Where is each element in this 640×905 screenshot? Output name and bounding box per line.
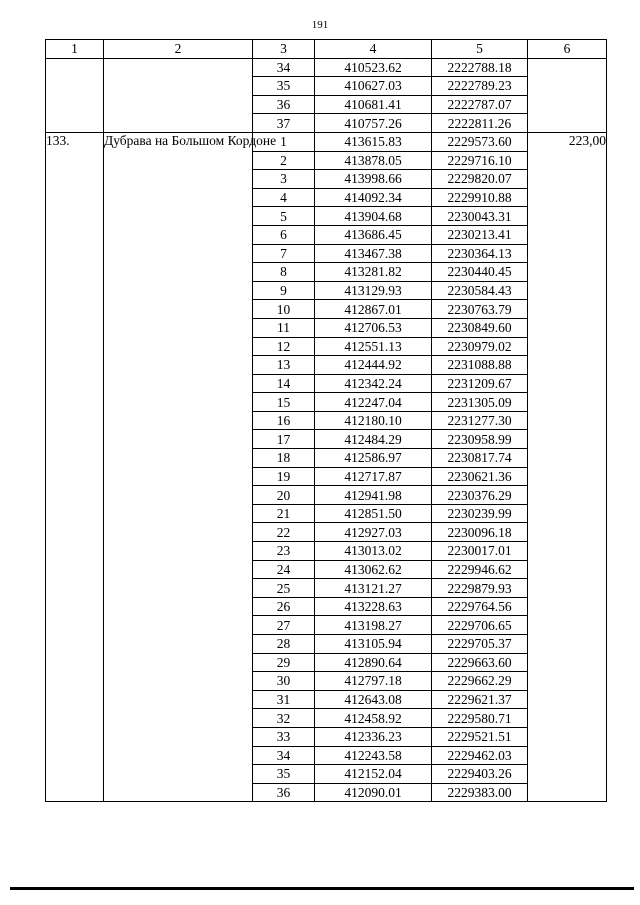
coord-x: 412797.18	[315, 672, 432, 691]
coord-x: 413062.62	[315, 560, 432, 579]
coord-y: 2229820.07	[432, 170, 528, 189]
coord-y: 2229573.60	[432, 132, 528, 151]
coord-x: 414092.34	[315, 188, 432, 207]
point-number: 17	[253, 430, 315, 449]
coord-y: 2229621.37	[432, 690, 528, 709]
point-number: 9	[253, 281, 315, 300]
point-number: 6	[253, 225, 315, 244]
point-number: 31	[253, 690, 315, 709]
coord-x: 410627.03	[315, 77, 432, 96]
coord-y: 2229580.71	[432, 709, 528, 728]
point-number: 29	[253, 653, 315, 672]
point-number: 13	[253, 356, 315, 375]
coord-y: 2230364.13	[432, 244, 528, 263]
point-number: 28	[253, 635, 315, 654]
point-number: 2	[253, 151, 315, 170]
coord-x: 412927.03	[315, 523, 432, 542]
table-row	[46, 58, 607, 77]
coord-x: 412180.10	[315, 411, 432, 430]
coord-y: 2231088.88	[432, 356, 528, 375]
coord-y: 2230817.74	[432, 449, 528, 468]
entry-area-cell	[528, 58, 607, 132]
coord-x: 413281.82	[315, 263, 432, 282]
point-number: 21	[253, 504, 315, 523]
coord-y: 2229764.56	[432, 597, 528, 616]
point-number: 24	[253, 560, 315, 579]
point-number: 12	[253, 337, 315, 356]
coord-x: 412090.01	[315, 783, 432, 802]
coord-x: 413878.05	[315, 151, 432, 170]
coord-x: 412484.29	[315, 430, 432, 449]
coord-x: 412247.04	[315, 393, 432, 412]
point-number: 25	[253, 579, 315, 598]
column-header: 1	[46, 40, 104, 59]
coord-y: 2230621.36	[432, 467, 528, 486]
point-number: 33	[253, 727, 315, 746]
coord-y: 2231305.09	[432, 393, 528, 412]
coord-x: 410523.62	[315, 58, 432, 77]
coord-x: 413121.27	[315, 579, 432, 598]
point-number: 1	[253, 132, 315, 151]
coord-y: 2230017.01	[432, 542, 528, 561]
coord-x: 413013.02	[315, 542, 432, 561]
point-number: 23	[253, 542, 315, 561]
point-number: 36	[253, 95, 315, 114]
coord-y: 2222789.23	[432, 77, 528, 96]
coord-x: 413198.27	[315, 616, 432, 635]
coord-x: 412890.64	[315, 653, 432, 672]
point-number: 5	[253, 207, 315, 226]
point-number: 34	[253, 58, 315, 77]
coord-y: 2229706.65	[432, 616, 528, 635]
point-number: 35	[253, 765, 315, 784]
coord-y: 2230213.41	[432, 225, 528, 244]
point-number: 16	[253, 411, 315, 430]
entry-name-cell	[104, 58, 253, 132]
coord-y: 2231209.67	[432, 374, 528, 393]
coord-y: 2229462.03	[432, 746, 528, 765]
coord-x: 413615.83	[315, 132, 432, 151]
point-number: 36	[253, 783, 315, 802]
coord-x: 413904.68	[315, 207, 432, 226]
coord-x: 412867.01	[315, 300, 432, 319]
column-header: 5	[432, 40, 528, 59]
entry-index-cell	[46, 58, 104, 132]
coord-x: 410757.26	[315, 114, 432, 133]
point-number: 8	[253, 263, 315, 282]
coord-y: 2222787.07	[432, 95, 528, 114]
entry-area: 223,00	[528, 132, 607, 801]
coord-x: 412444.92	[315, 356, 432, 375]
coord-x: 412643.08	[315, 690, 432, 709]
footer-rule	[10, 887, 634, 890]
coord-y: 2230376.29	[432, 486, 528, 505]
point-number: 19	[253, 467, 315, 486]
coord-x: 410681.41	[315, 95, 432, 114]
coord-y: 2230096.18	[432, 523, 528, 542]
coord-y: 2222788.18	[432, 58, 528, 77]
coord-x: 412152.04	[315, 765, 432, 784]
column-header: 2	[104, 40, 253, 59]
coord-x: 412342.24	[315, 374, 432, 393]
point-number: 18	[253, 449, 315, 468]
point-number: 22	[253, 523, 315, 542]
coord-x: 413686.45	[315, 225, 432, 244]
coordinates-table	[45, 39, 607, 802]
table-row	[46, 132, 607, 151]
coord-y: 2229663.60	[432, 653, 528, 672]
point-number: 30	[253, 672, 315, 691]
coord-x: 412586.97	[315, 449, 432, 468]
coord-y: 2230979.02	[432, 337, 528, 356]
coord-y: 2231277.30	[432, 411, 528, 430]
point-number: 14	[253, 374, 315, 393]
coord-y: 2230584.43	[432, 281, 528, 300]
coord-y: 2230043.31	[432, 207, 528, 226]
entry-index: 133.	[46, 132, 104, 801]
coord-y: 2230239.99	[432, 504, 528, 523]
coord-y: 2229383.00	[432, 783, 528, 802]
coord-y: 2230958.99	[432, 430, 528, 449]
coord-y: 2229946.62	[432, 560, 528, 579]
coord-y: 2229910.88	[432, 188, 528, 207]
point-number: 35	[253, 77, 315, 96]
coord-y: 2230763.79	[432, 300, 528, 319]
point-number: 27	[253, 616, 315, 635]
table-body	[46, 58, 607, 802]
coord-y: 2229716.10	[432, 151, 528, 170]
point-number: 10	[253, 300, 315, 319]
table-header-row	[46, 40, 607, 59]
point-number: 4	[253, 188, 315, 207]
coord-x: 413998.66	[315, 170, 432, 189]
coord-y: 2229403.26	[432, 765, 528, 784]
coord-x: 412717.87	[315, 467, 432, 486]
point-number: 26	[253, 597, 315, 616]
coord-y: 2229705.37	[432, 635, 528, 654]
point-number: 34	[253, 746, 315, 765]
coord-x: 413105.94	[315, 635, 432, 654]
point-number: 11	[253, 318, 315, 337]
point-number: 7	[253, 244, 315, 263]
coord-x: 412706.53	[315, 318, 432, 337]
entry-name: Дубрава на Большом Кордоне	[104, 132, 253, 801]
coord-y: 2230849.60	[432, 318, 528, 337]
point-number: 32	[253, 709, 315, 728]
coord-x: 412941.98	[315, 486, 432, 505]
point-number: 15	[253, 393, 315, 412]
coord-x: 412243.58	[315, 746, 432, 765]
point-number: 20	[253, 486, 315, 505]
coord-x: 412551.13	[315, 337, 432, 356]
coord-x: 412458.92	[315, 709, 432, 728]
coord-x: 413228.63	[315, 597, 432, 616]
column-header: 4	[315, 40, 432, 59]
coord-y: 2229879.93	[432, 579, 528, 598]
point-number: 3	[253, 170, 315, 189]
column-header: 6	[528, 40, 607, 59]
coord-x: 413129.93	[315, 281, 432, 300]
coord-y: 2229521.51	[432, 727, 528, 746]
coord-x: 412336.23	[315, 727, 432, 746]
coord-y: 2222811.26	[432, 114, 528, 133]
column-header: 3	[253, 40, 315, 59]
coord-x: 413467.38	[315, 244, 432, 263]
coord-x: 412851.50	[315, 504, 432, 523]
point-number: 37	[253, 114, 315, 133]
page-number: 191	[311, 19, 329, 31]
coord-y: 2230440.45	[432, 263, 528, 282]
coord-y: 2229662.29	[432, 672, 528, 691]
